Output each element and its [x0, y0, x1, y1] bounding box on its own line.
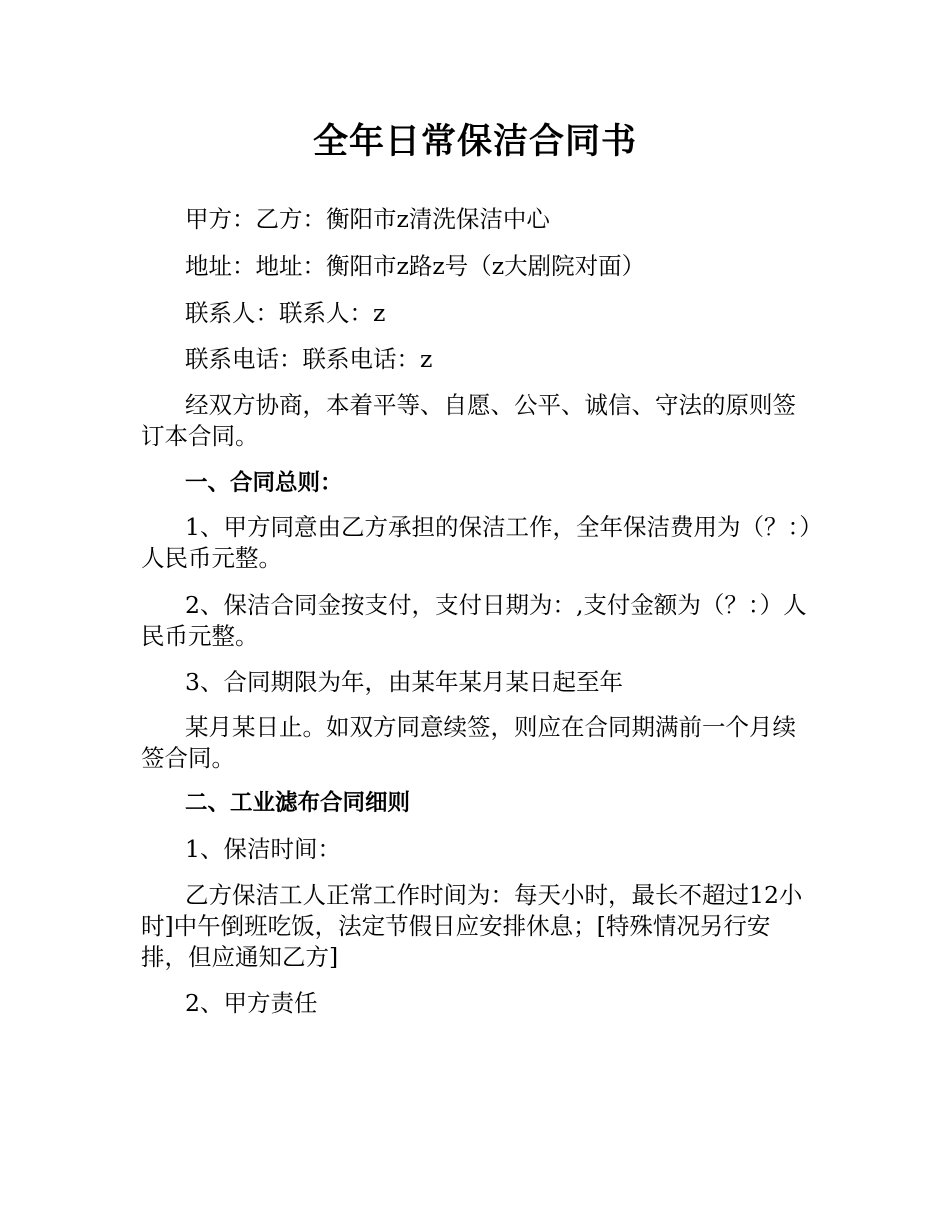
address-line: 地址：地址：衡阳市z路z号（z大剧院对面）	[185, 252, 646, 280]
detail-1-cleaning-time: 1、保洁时间：	[185, 835, 341, 863]
section-heading-general: 一、合同总则：	[185, 470, 343, 496]
agreement-preamble: 经双方协商，本着平等、自愿、公平、诚信、守法的原则签订本合同。	[141, 391, 796, 450]
detail-2-party-a-responsibility: 2、甲方责任	[185, 989, 318, 1017]
clause-3-term: 3、合同期限为年，由某年某月某日起至年	[185, 668, 623, 696]
clause-2-payment: 2、保洁合同金按支付，支付日期为：,支付金额为（？：）人民币元整。	[141, 591, 807, 650]
contact-phone-line: 联系电话：联系电话：z	[185, 345, 433, 373]
party-a-b-line: 甲方：乙方：衡阳市z清洗保洁中心	[185, 205, 550, 233]
section-heading-details: 二、工业滤布合同细则	[185, 790, 411, 816]
detail-working-hours: 乙方保洁工人正常工作时间为：每天小时，最长不超过12小时]中午倒班吃饭，法定节假日应安排休息；[特殊情况另行安排，但应通知乙方]	[141, 881, 803, 971]
document-title: 全年日常保洁合同书	[312, 122, 637, 162]
contact-person-line: 联系人：联系人：z	[185, 299, 386, 327]
clause-3-term-continued: 某月某日止。如双方同意续签，则应在合同期满前一个月续签合同。	[141, 713, 796, 772]
clause-1-fee: 1、甲方同意由乙方承担的保洁工作，全年保洁费用为（？：）人民币元整。	[141, 513, 811, 572]
